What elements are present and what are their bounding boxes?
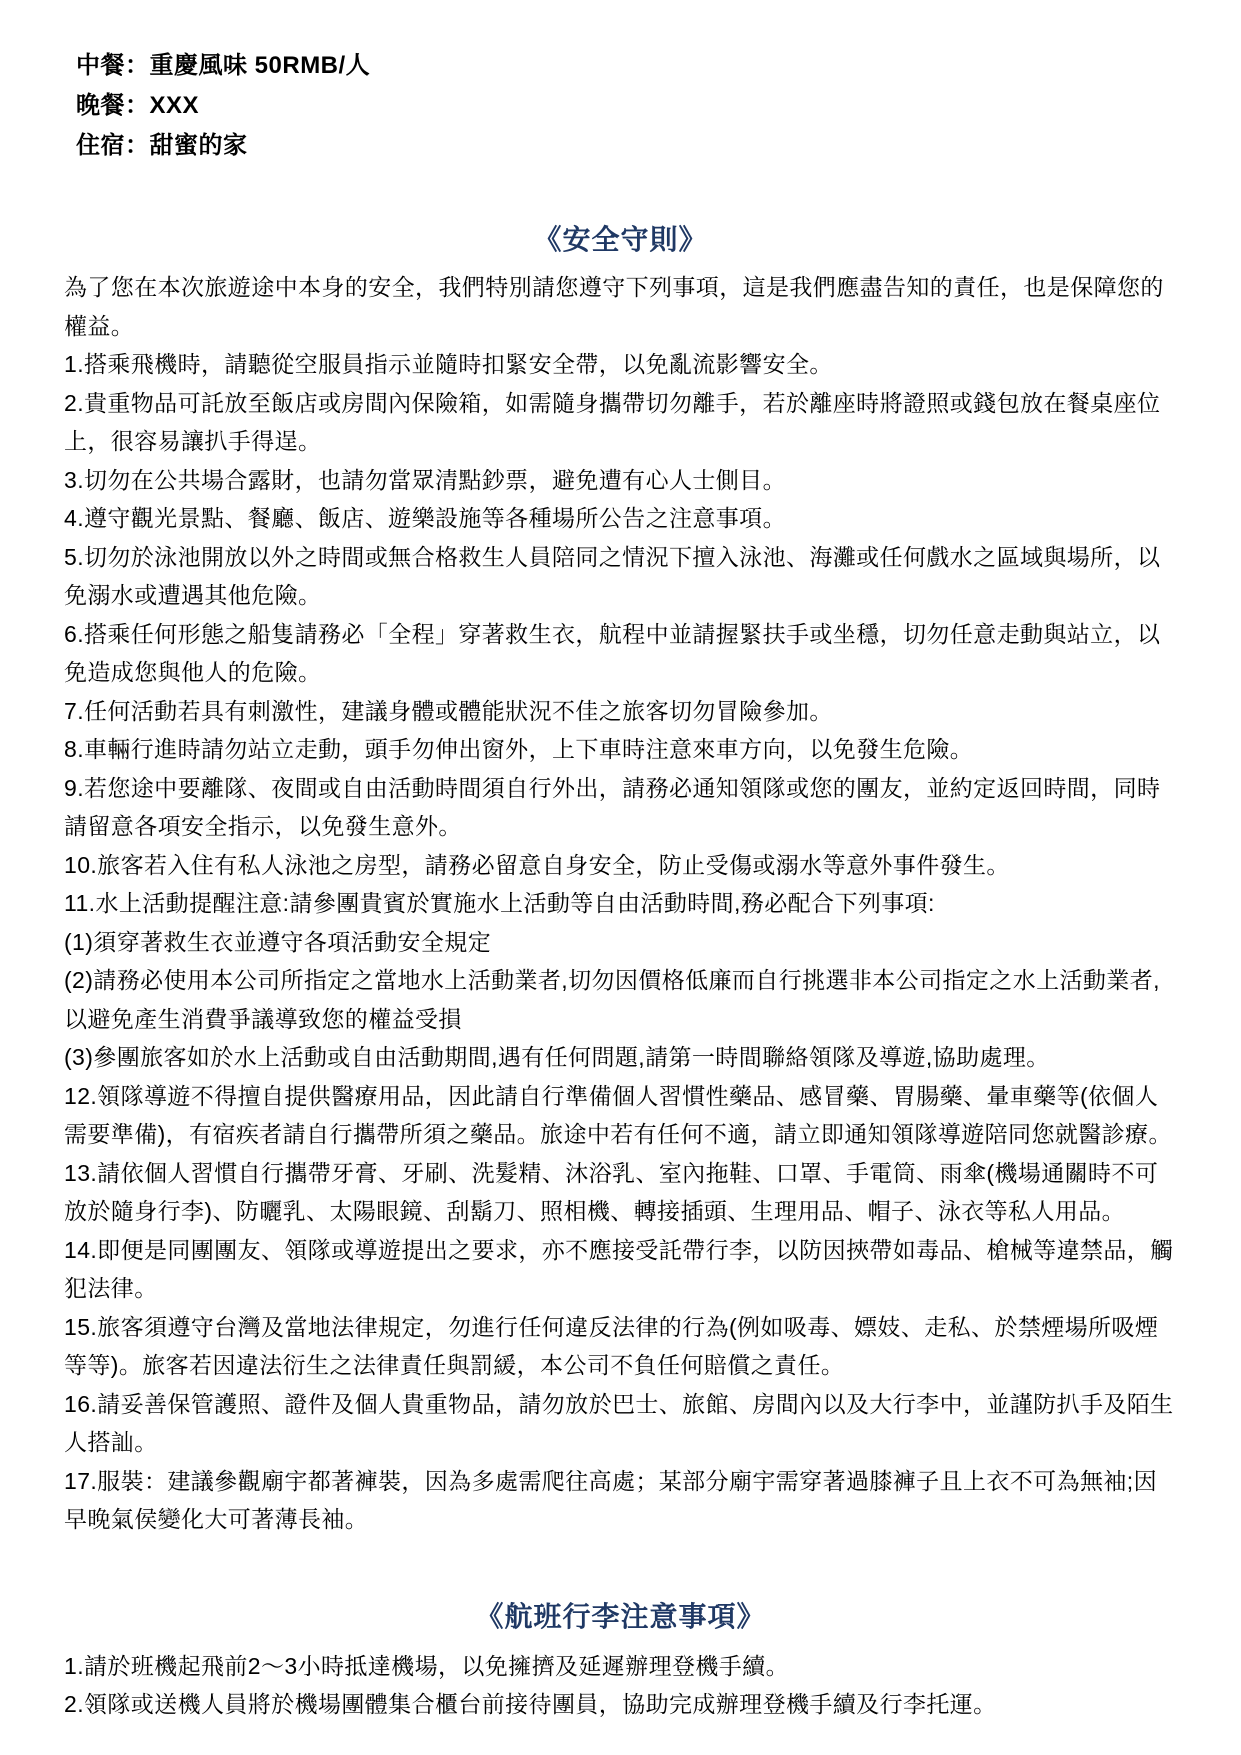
safety-subitem-2: (2)請務必使用本公司所指定之當地水上活動業者,切勿因價格低廉而自行挑選非本公司指定之水上活動業者,以避免產生消費爭議導致您的權益受損 [64,967,1160,1032]
itinerary-header [64,46,1177,166]
flight-item-2: 2.領隊或送機人員將於機場團體集合櫃台前接待團員，協助完成辦理登機手續及行李托運。 [64,1691,997,1717]
safety-item-1: 1.搭乘飛機時，請聽從空服員指示並隨時扣緊安全帶，以免亂流影響安全。 [64,351,833,377]
safety-item-6: 6.搭乘任何形態之船隻請務必「全程」穿著救生衣，航程中並請握緊扶手或坐穩，切勿任意走動與站立，以免造成您與他人的危險。 [64,620,1161,685]
safety-item-13: 13.請依個人習慣自行攜帶牙膏、牙刷、洗髮精、沐浴乳、室內拖鞋、口罩、手電筒、雨傘(機場通關時不可放於隨身行李)、防曬乳、太陽眼鏡、刮鬍刀、照相機、轉接插頭、生理用品、帽子、泳衣等私人用品。 [64,1159,1159,1224]
safety-rules-body [64,268,1177,1539]
safety-item-7: 7.任何活動若具有刺激性，建議身體或體能狀況不佳之旅客切勿冒險參加。 [64,697,833,724]
flight-luggage-title: 《航班行李注意事項》 [475,1600,766,1632]
dinner-info: 晚餐：XXX [76,92,200,119]
lunch-info: 中餐：重慶風味 50RMB/人 [76,52,371,79]
safety-item-11: 11.水上活動提醒注意:請參團貴賓於實施水上活動等自由活動時間,務必配合下列事項: [64,890,935,916]
flight-luggage-body [64,1647,1177,1724]
safety-item-8: 8.車輛行進時請勿站立走動，頭手勿伸出窗外，上下車時注意來車方向，以免發生危險。 [64,736,974,762]
safety-subitem-3: (3)參團旅客如於水上活動或自由活動期間,遇有任何問題,請第一時間聯絡領隊及導遊,協助處理。 [64,1044,1050,1070]
safety-item-9: 9.若您途中要離隊、夜間或自由活動時間須自行外出，請務必通知領隊或您的團友，並約定返回時間，同時請留意各項安全指示，以免發生意外。 [64,774,1161,839]
safety-intro: 為了您在本次旅遊途中本身的安全，我們特別請您遵守下列事項，這是我們應盡告知的責任，也是保障您的權益。 [64,274,1164,339]
safety-item-17: 17.服裝：建議參觀廟宇都著褲裝，因為多處需爬往高處；某部分廟宇需穿著過膝褲子且上衣不可為無袖;因早晚氣侯變化大可著薄長袖。 [64,1467,1157,1532]
safety-item-10: 10.旅客若入住有私人泳池之房型，請務必留意自身安全，防止受傷或溺水等意外事件發生。 [64,851,1010,878]
safety-item-14: 14.即便是同團團友、領隊或導遊提出之要求，亦不應接受託帶行李，以防因挾帶如毒品、槍械等違禁品，觸犯法律。 [64,1236,1174,1301]
safety-item-15: 15.旅客須遵守台灣及當地法律規定，勿進行任何違反法律的行為(例如吸毒、嫖妓、走私、於禁煙場所吸煙等等)。旅客若因違法衍生之法律責任與罰緩，本公司不負任何賠償之責任。 [64,1313,1159,1378]
safety-item-3: 3.切勿在公共場合露財，也請勿當眾清點鈔票，避免遭有心人士側目。 [64,466,786,493]
safety-item-12: 12.領隊導遊不得擅自提供醫療用品，因此請自行準備個人習慣性藥品、感冒藥、胃腸藥、暈車藥等(依個人需要準備)，有宿疾者請自行攜帶所須之藥品。旅途中若有任何不適，請立即通知領隊導遊陪同您就醫診療。 [64,1082,1172,1147]
safety-item-4: 4.遵守觀光景點、餐廳、飯店、遊樂設施等各種場所公告之注意事項。 [64,505,786,531]
flight-item-1: 1.請於班機起飛前2～3小時抵達機場，以免擁擠及延遲辦理登機手續。 [64,1652,789,1679]
safety-item-16: 16.請妥善保管護照、證件及個人貴重物品，請勿放於巴士、旅館、房間內以及大行李中，並謹防扒手及陌生人搭訕。 [64,1390,1174,1455]
safety-rules-title: 《安全守則》 [533,224,708,255]
safety-subitem-1: (1)須穿著救生衣並遵守各項活動安全規定 [64,928,492,955]
lodging-info: 住宿：甜蜜的家 [76,132,248,159]
safety-item-2: 2.貴重物品可託放至飯店或房間內保險箱，如需隨身攜帶切勿離手，若於離座時將證照或錢包放在餐桌座位上，很容易讓扒手得逞。 [64,389,1161,454]
safety-item-5: 5.切勿於泳池開放以外之時間或無合格救生人員陪同之情況下擅入泳池、海灘或任何戲水之區域與場所，以免溺水或遭遇其他危險。 [64,543,1161,608]
